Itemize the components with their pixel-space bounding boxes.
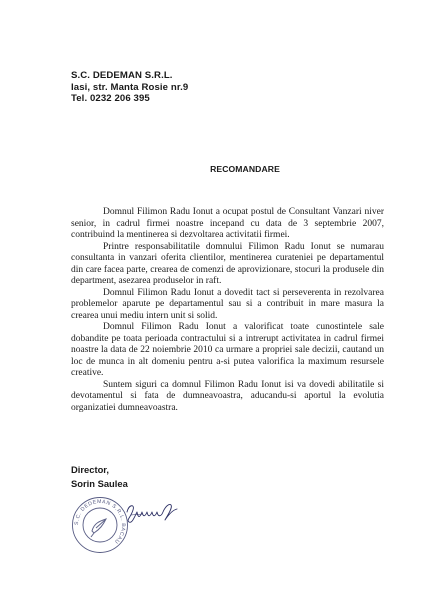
paragraph-1: Domnul Filimon Radu Ionut a ocupat postul de Consultant Vanzari niver senior, in cadrul firmei noastre incepand cu data de 3 septembrie 2007, contribuind la mentinerea si dezvoltarea activitatii firmei. bbox=[71, 207, 384, 240]
company-phone: Tel. 0232 206 395 bbox=[71, 93, 150, 104]
company-name: S.C. DEDEMAN S.R.L. bbox=[71, 70, 173, 81]
signature-block bbox=[71, 463, 128, 491]
stamp-outer-text: S.C. DEDEMAN S.R.L. BACAU bbox=[73, 498, 127, 545]
letter-body bbox=[71, 207, 384, 414]
paragraph-5: Suntem siguri ca domnul Filimon Radu Ionut isi va dovedi abilitatile si devotamentul si fata de dumneavoastra, aducandu-si aportul la evolutia organizatiei dumneavoastra. bbox=[71, 379, 384, 413]
document-title: RECOMANDARE bbox=[210, 164, 280, 174]
company-header bbox=[71, 70, 188, 105]
paragraph-4: Domnul Filimon Radu Ionut a valorificat toate cunostintele sale dobandite pe toata perioada contractului si a intrerupt activitatea in cadrul firmei noastre la data de 22 noiembrie 2010 ca urmare a propriei sale decizii, cautand un loc de munca in alt domeniu pentru a-si putea valorifica la maximum resursele creative. bbox=[71, 322, 384, 378]
paragraph-3: Domnul Filimon Radu Ionut a dovedit tact si perseverenta in rezolvarea problemelor aparute pe departamentul sau si a contribuit in mare masura la crearea unui mediu intern unit si solid. bbox=[71, 287, 384, 321]
company-address: Iasi, str. Manta Rosie nr.9 bbox=[71, 81, 189, 93]
company-stamp-icon bbox=[70, 495, 130, 555]
signer-role: Director, bbox=[71, 464, 110, 475]
signer-name: Sorin Saulea bbox=[71, 478, 128, 489]
paragraph-2: Printre responsabilitatile domnului Filimon Radu Ionut se numarau consultanta in vanzari oferita clientilor, mentinerea curateniei pe departamentul din care facea parte, crearea de comenzi de aprovizionare, stocuri la produsele din department, asezarea produselor in raft. bbox=[71, 241, 384, 286]
handwritten-signature-icon bbox=[123, 500, 181, 526]
